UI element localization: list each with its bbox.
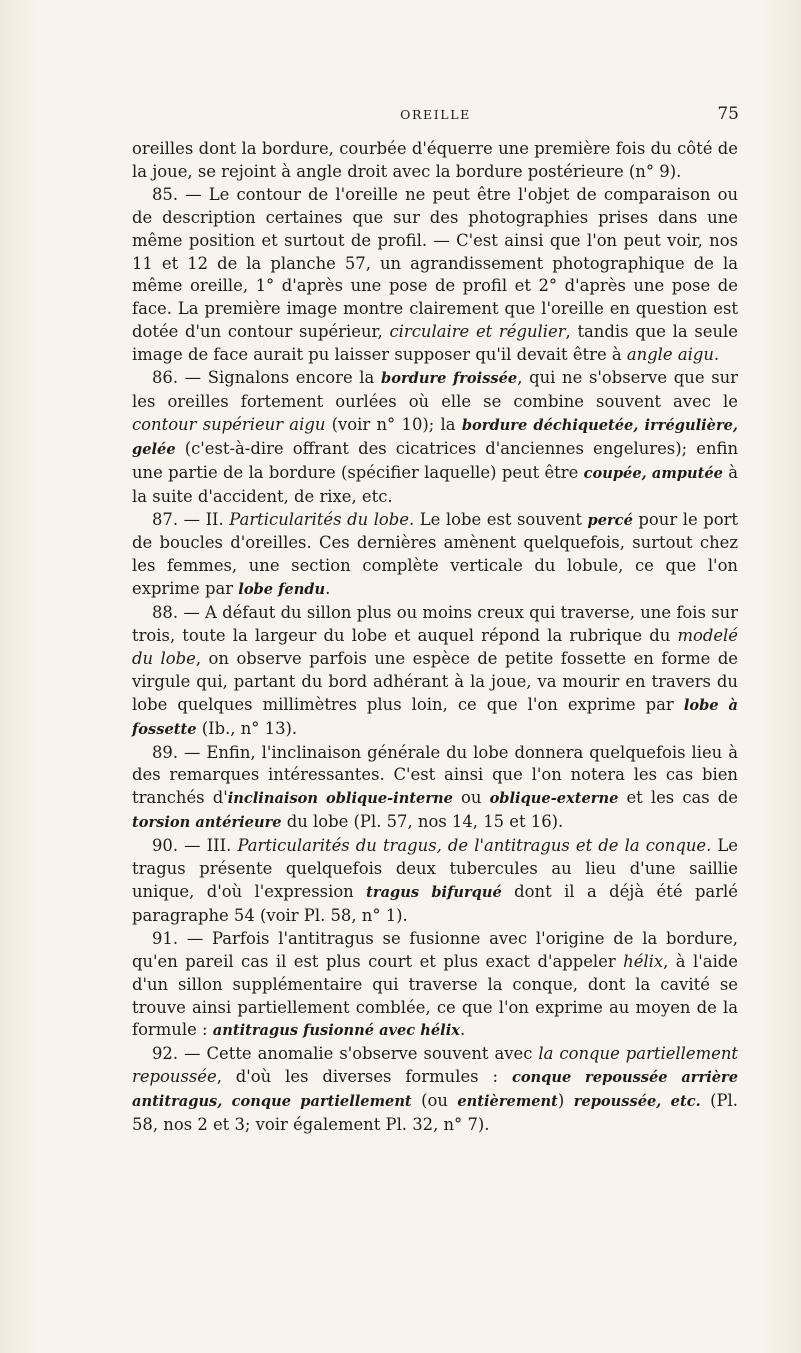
text-run: dont il a déjà été parlé paragraphe 54 (voir Pl. 58, n° 1). <box>132 882 738 925</box>
text-run: oreilles dont la bordure, courbée d'équerre une première fois du côté de la joue, se rejoint à angle droit avec la bordure postérieure (n° 9). <box>132 139 738 181</box>
emphasized-term: lobe à fossette <box>132 696 738 738</box>
text-run: (Ib., n° 13). <box>196 718 298 738</box>
paragraph-continuation <box>132 138 738 184</box>
text-run: à la suite d'accident, de rixe, etc. <box>132 462 739 506</box>
emphasized-term: torsion antérieure <box>132 814 282 832</box>
paragraph-89 <box>132 742 738 836</box>
emphasized-term: bordure déchiquetée, irrégulière, gelée <box>132 416 738 458</box>
text-run: 91. — Parfois l'antitragus se fusionne avec l'origine de la bordure, qu'en pareil cas il est plus court et plus exact d'appeler <box>132 928 738 971</box>
emphasized-term: lobe fendu <box>238 581 326 599</box>
text-run: (voir n° 10); la <box>325 414 462 434</box>
text-run: , à l'aide d'un sillon supplémentaire qui traverse la conque, dont la cavité se trouve ainsi partiellement comblée, ce que l'on exprime au moyen de la formule : <box>132 951 738 1040</box>
text-run: 92. — Cette anomalie s'observe souvent avec <box>152 1044 539 1064</box>
emphasized-term: antitragus fusionné avec hélix <box>212 1022 460 1040</box>
text-run: pour le port de boucles d'oreilles. Ces dernières amènent quelquefois, surtout chez les femmes, une section complète verticale du lobule, ce que l'on exprime par <box>132 509 738 599</box>
italic-text: circulaire et régulier <box>389 322 566 342</box>
text-run: 90. — III. <box>152 836 238 856</box>
text-run: Le tragus présente quelquefois deux tubercules au lieu d'une saillie unique, d'où l'expression <box>132 836 739 901</box>
italic-text: contour supérieur aigu <box>132 414 326 434</box>
italic-text: modelé du lobe <box>132 626 738 668</box>
italic-text: la conque partiellement repoussée <box>132 1044 738 1087</box>
body-text <box>132 138 738 1137</box>
emphasized-term: coupée, amputée <box>583 464 723 482</box>
text-run: 86. — Signalons encore la <box>152 368 381 388</box>
emphasized-term: repoussée, etc. <box>573 1093 701 1111</box>
italic-text: Particularités du lobe. <box>229 509 415 529</box>
text-run: , on observe parfois une espèce de petite fossette en forme de virgule qui, partant du bord adhérant à la joue, va mourir en travers du lobe quelques millimètres plus loin, ce que l'on exprime par <box>132 648 739 714</box>
italic-text: angle aigu <box>626 345 714 365</box>
text-run: , d'où les diverses formules : <box>216 1067 512 1087</box>
text-run: et les cas de <box>618 788 738 808</box>
emphasized-term: percé <box>587 511 633 529</box>
text-run: Le lobe est souvent <box>414 509 588 529</box>
paragraph-88 <box>132 602 738 741</box>
text-run: 87. — II. <box>152 509 230 529</box>
paragraph-85 <box>132 184 738 367</box>
paragraph-91 <box>132 928 738 1044</box>
emphasized-term: conque repoussée arrière antitragus, conque partiellement <box>132 1069 738 1111</box>
page-header <box>132 104 739 128</box>
text-run: , tandis que la seule image de face aurait pu laisser supposer qu'il devait être à <box>132 322 738 365</box>
emphasized-term: tragus bifurqué <box>366 884 502 901</box>
paragraph-92 <box>132 1043 738 1137</box>
text-run: ) <box>557 1091 574 1111</box>
paragraph-90 <box>132 835 738 928</box>
emphasized-term: inclinaison oblique-interne <box>227 790 453 808</box>
italic-text: Particularités du tragus, de l'antitragus et de la conque. <box>237 836 712 856</box>
text-run: 85. — Le contour de l'oreille ne peut être l'objet de comparaison ou de description certaines que sur des photographies prises dans une même position et surtout de profil. — C'est ainsi que l'on peut voir, nos 11 et 12 de la planche 57, un agrandissement photographique de la même oreille, 1° d'après une pose de profil et 2° d'après une pose de face. La première image montre clairement que l'oreille en question est dotée d'un contour supérieur, <box>132 184 738 342</box>
paragraph-87 <box>132 509 738 603</box>
text-run: 88. — A défaut du sillon plus ou moins creux qui traverse, une fois sur trois, toute la largeur du lobe et auquel répond la rubrique du <box>132 603 738 646</box>
text-run: . <box>325 579 331 599</box>
text-run: . <box>713 345 720 365</box>
paragraph-86 <box>132 367 738 508</box>
running-title: OREILLE <box>400 107 471 122</box>
emphasized-term: entièrement <box>457 1093 558 1111</box>
emphasized-term: oblique-externe <box>489 790 619 808</box>
text-run: ou <box>452 788 490 808</box>
text-run: 89. — Enfin, l'inclinaison générale du lobe donnera quelquefois lieu à des remarques intéressantes. C'est ainsi que l'on notera les cas bien tranchés d' <box>132 742 738 808</box>
italic-text: hélix <box>623 951 664 971</box>
text-run: (Pl. 58, nos 2 et 3; voir également Pl. 32, n° 7). <box>132 1091 738 1135</box>
text-run: (c'est-à-dire offrant des cicatrices d'anciennes engelures); enfin une partie de la bordure (spécifier laquelle) peut être <box>132 438 738 482</box>
text-run: (ou <box>411 1091 458 1111</box>
emphasized-term: bordure froissée <box>381 370 518 388</box>
page-number: 75 <box>717 104 739 124</box>
text-run: , qui ne s'observe que sur les oreilles fortement ourlées où elle se combine souvent avec le <box>132 368 739 411</box>
text-run: du lobe (Pl. 57, nos 14, 15 et 16). <box>281 812 564 832</box>
text-run: . <box>459 1020 466 1040</box>
